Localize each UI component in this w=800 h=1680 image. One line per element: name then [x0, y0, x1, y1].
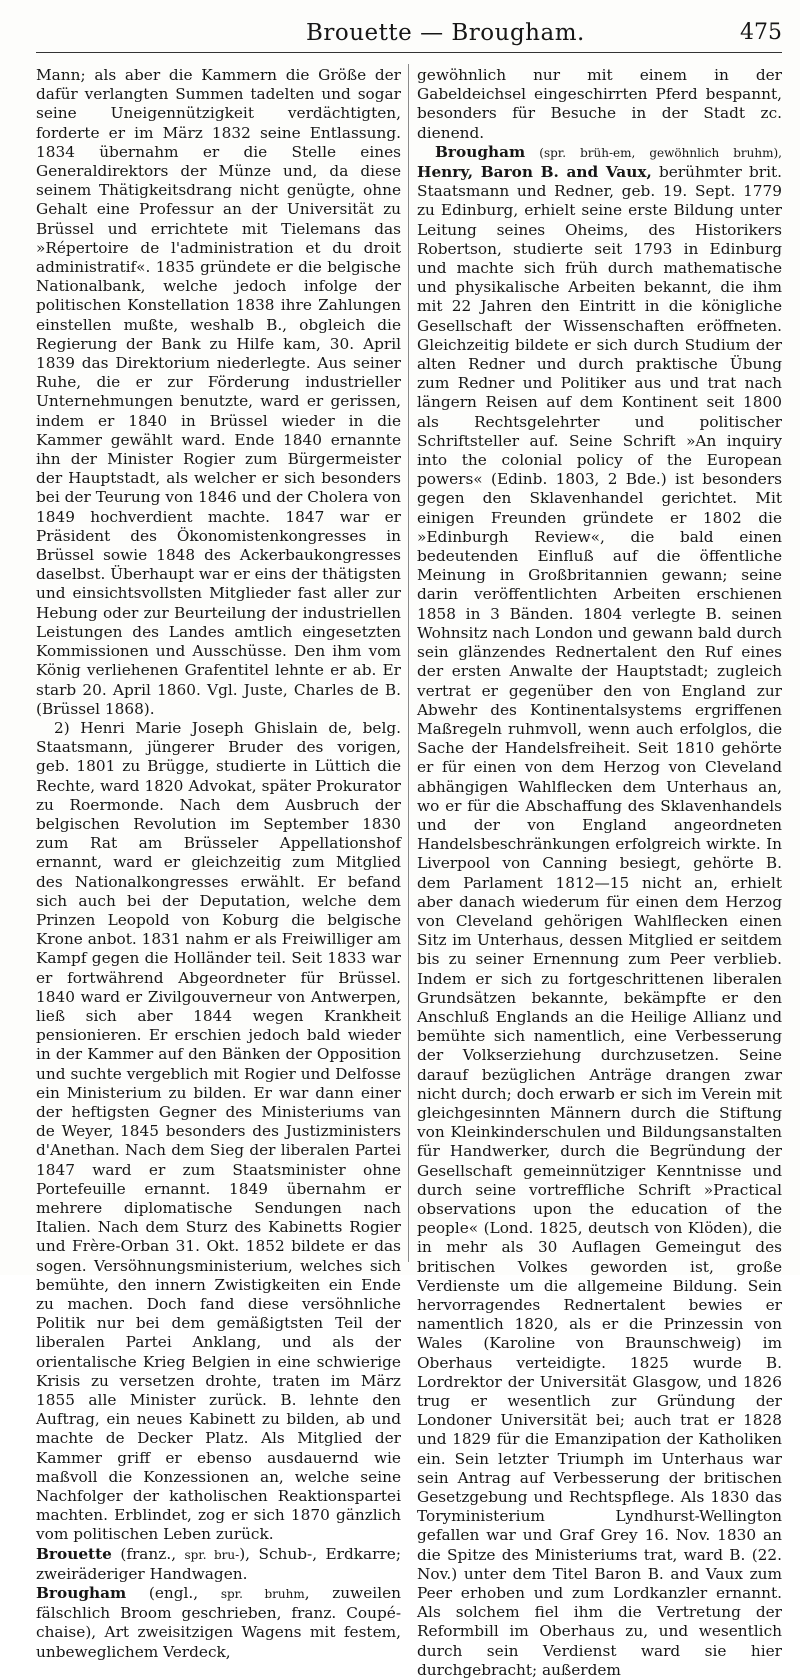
brougham-lang: (engl., [126, 1584, 221, 1603]
page-header [36, 18, 782, 53]
entry-brougham-continuation: gewöhnlich nur mit einem in der Gabeldeichsel eingeschirrten Pferd bespannt, besonders für Besuche in der Stadt zc. dienend. [417, 66, 782, 142]
headword-brouette: Brouette [36, 1544, 112, 1563]
headword-brougham-person: Brougham [435, 142, 526, 161]
entry-henri-paragraph: 2) Henri Marie Joseph Ghislain de, belg. Staatsmann, jüngerer Bruder des vorigen, geb. 1801 zu Brügge, studierte in Lüttich die Rechte, ward 1820 Advokat, später Prokurator zu Roermonde. Nach dem Ausbruch der belgischen Revolution im September 1830 zum Rat am Brüsseler Appellationshof ernannt, ward er gleichzeitig zum Mitglied des Nationalkongresses erwählt. Er befand sich auch bei der Deputation, welche dem Prinzen Leopold von Koburg die belgische Krone anbot. 1831 nahm er als Freiwilliger am Kampf gegen die Holländer teil. Seit 1833 war er fortwährend Abgeordneter für Brüssel. 1840 ward er Zivilgouverneur von Antwerpen, ließ sich aber 1844 wegen Krankheit pensionieren. Er erschien jedoch bald wieder in der Kammer auf den Bänken der Opposition und suchte vergeblich mit Rogier und Delfosse ein Ministerium zu bilden. Er war dann einer der heftigsten Gegner des Ministeriums van de Weyer, 1845 besonders des Justizministers d'Anethan. Nach dem Sieg der liberalen Partei 1847 ward er zum Staatsminister ohne Portefeuille ernannt. 1849 übernahm er mehrere diplomatische Sendungen nach Italien. Nach dem Sturz des Kabinetts Rogier und Frère-Orban 31. Okt. 1852 bildete er das sogen. Versöhnungsministerium, welches sich bemühte, den innern Zwistigkeiten ein Ende zu machen. Doch fand diese versöhnliche Politik nur bei dem gemäßigtsten Teil der liberalen Partei Anklang, und als der orientalische Krieg Belgien in eine schwierige Krisis zu versetzen drohte, traten im März 1855 alle Minister zurück. B. lehnte den Auftrag, ein neues Kabinett zu bilden, ab und machte de Decker Platz. Als Mitglied der Kammer griff er ebenso ausdauernd wie maßvoll die Konzessionen an, welche seine Nachfolger der katholischen Reaktionspartei machten. Erblindet, zog er sich 1870 gänzlich vom politischen Leben zurück. [36, 718, 401, 1544]
running-title: Brouette — Brougham. [306, 20, 585, 46]
entry-continuation-paragraph: Mann; als aber die Kammern die Größe der dafür verlangten Summen tadelten und sogar seine Uneigennützigkeit verdächtigten, forderte er im März 1832 seine Entlassung. 1834 übernahm er die Stelle eines Generaldirektors der Münze und, da diese seinem Thätigkeitsdrang nicht genügte, ohne Gehalt eine Professur an der Universität zu Brüssel und errichtete mit Tielemans das »Répertoire de l'administration et du droit administratif«. 1835 gründete er die belgische Nationalbank, welche jedoch infolge der politischen Konstellation 1838 ihre Zahlungen einstellen mußte, weshalb B., obgleich die Regierung der Bank zu Hilfe kam, 30. April 1839 das Direktorium niederlegte. Aus seiner Ruhe, die er zur Förderung industrieller Unternehmungen benutzte, ward er gerissen, indem er 1840 in Brüssel wieder in die Kammer gewählt ward. Ende 1840 ernannte ihn der Minister Rogier zum Bürgermeister der Hauptstadt, als welcher er sich besonders bei der Teurung von 1846 und der Cholera von 1849 hochverdient machte. 1847 war er Präsident des Ökonomistenkongresses in Brüssel sowie 1848 des Ackerbaukongresses daselbst. Überhaupt war er eins der thätigsten und einsichtsvollsten Mitglieder fast aller zur Hebung oder zur Beurteilung der industriellen Leistungen des Landes amtlich eingesetzten Kommissionen und Ausschüsse. Den ihm vom König verliehenen Grafentitel lehnte er ab. Er starb 20. April 1860. Vgl. Juste, Charles de B. (Brüssel 1868). [36, 66, 401, 718]
left-column [36, 66, 401, 1661]
entry-brougham-carriage [36, 1584, 401, 1662]
brougham-person-pronunciation: (spr. brüh-em, gewöhnlich bruhm), [525, 145, 782, 160]
brougham-definition: , zuweilen fälschlich Broom geschrieben, franz. Coupé-chaise), Art zweisitzigen Wagens mit festem, unbeweglichem Verdeck, [36, 1584, 401, 1661]
brouette-pronunciation: spr. bru- [184, 1547, 240, 1562]
right-column [417, 66, 782, 1679]
entry-brougham-person [417, 143, 782, 1680]
brougham-pronunciation: spr. bruhm [220, 1587, 305, 1602]
page-number: 475 [740, 20, 782, 45]
headword-brougham: Brougham [36, 1584, 127, 1603]
brouette-definition: ), Schub-, Erdkarre; zweiräderiger Handwagen. [36, 1544, 401, 1583]
brougham-person-name: Henry, Baron B. and Vaux, [417, 163, 652, 182]
entry-brouette [36, 1545, 401, 1584]
brouette-lang: (franz., [111, 1544, 185, 1563]
column-divider [408, 64, 409, 1262]
brougham-person-biography: berühmter brit. Staatsmann und Redner, geb. 19. Sept. 1779 zu Edinburg, erhielt seine erste Bildung unter Leitung seines Oheims, des Historikers Robertson, studierte seit 1793 in Edinburg und machte sich früh durch mathematische und physikalische Arbeiten bekannt, die ihm mit 22 Jahren den Eintritt in die königliche Gesellschaft der Wissenschaften eröffneten. Gleichzeitig bildete er sich durch Studium der alten Redner und durch praktische Übung zum Redner und Politiker aus und trat nach längern Reisen auf dem Kontinent seit 1800 als Rechtsgelehrter und politischer Schriftsteller auf. Seine Schrift »An inquiry into the colonial policy of the European powers« (Edinb. 1803, 2 Bde.) ist besonders gegen den Sklavenhandel gerichtet. Mit einigen Freunden gründete er 1802 die »Edinburgh Review«, die bald einen bedeutenden Einfluß auf die öffentliche Meinung in Großbritannien gewann; seine darin veröffentlichten Arbeiten erschienen 1858 in 3 Bänden. 1804 verlegte B. seinen Wohnsitz nach London und gewann bald durch sein glänzendes Rednertalent den Ruf eines der ersten Anwalte der Hauptstadt; zugleich vertrat er gegenüber den von England zur Abwehr des Kontinentalsystems ergriffenen Maßregeln ruhmvoll, wenn auch erfolglos, die Sache der Handelsfreiheit. Seit 1810 gehörte er für einen von dem Herzog von Cleveland abhängigen Wahlflecken dem Unterhaus an, wo er für die Abschaffung des Sklavenhandels und der von England angeordneten Handelsbeschränkungen erfolgreich wirkte. In Liverpool von Canning besiegt, gehörte B. dem Parlament 1812—15 nicht an, erhielt aber danach wiederum für einen dem Herzog von Cleveland gehörigen Wahlflecken einen Sitz im Unterhaus, dessen Mitglied er seitdem bis zu seiner Ernennung zum Peer verblieb. Indem er sich zu fortgeschrittenen liberalen Grundsätzen bekannte, bekämpfte er den Anschluß Englands an die Heilige Allianz und bemühte sich namentlich, eine Verbesserung der Volkserziehung durchzusetzen. Seine darauf bezüglichen Anträge drangen zwar nicht durch; doch erwarb er sich im Verein mit gleichgesinnten Männern durch die Stiftung von Kleinkinderschulen und Bildungsanstalten für Handwerker, durch die Begründung der Gesellschaft gemeinnütziger Kenntnisse und durch seine vortreffliche Schrift »Practical observations upon the education of the people« (Lond. 1825, deutsch von Klöden), die in mehr als 30 Auflagen Gemeingut des britischen Volkes geworden ist, große Verdienste um die allgemeine Bildung. Sein hervorragendes Rednertalent bewies er namentlich 1820, als er die Prinzessin von Wales (Karoline von Braunschweig) im Oberhaus verteidigte. 1825 wurde B. Lordrektor der Universität Glasgow, und 1826 trug er wesentlich zur Gründung der Londoner Universität bei; auch trat er 1828 und 1829 für die Emanzipation der Katholiken ein. Sein letzter Triumph im Unterhaus war sein Antrag auf Verbesserung der britischen Gesetzgebung und Rechtspflege. Als 1830 das Toryministerium Lyndhurst-Wellington gefallen war und Graf Grey 16. Nov. 1830 an die Spitze des Ministeriums trat, ward B. (22. Nov.) unter dem Titel Baron B. and Vaux zum Peer erhoben und zum Lordkanzler ernannt. Als solchem fiel ihm die Vertretung der Reformbill im Oberhaus zu, und wesentlich durch sein Verdienst ward sie hier durchgebracht; außerdem [417, 163, 782, 1679]
